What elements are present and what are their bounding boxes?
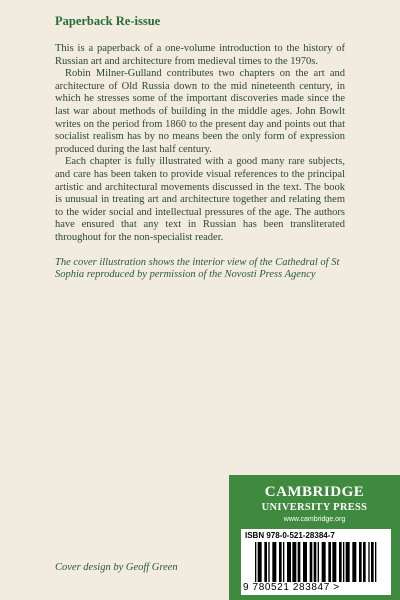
barcode-bar [298, 542, 301, 582]
barcode-bar [268, 542, 269, 582]
barcode-bar [328, 542, 331, 582]
back-cover-text [55, 14, 345, 282]
publisher-url: www.cambridge.org [283, 516, 346, 523]
barcode-bar [363, 542, 366, 582]
barcode-bar [375, 542, 376, 582]
paragraph-intro: This is a paperback of a one-volume introduction to the history of Russian art and architecture from medieval times to the 1970s. [55, 43, 345, 67]
cover-caption: The cover illustration shows the interior view of the Cathedral of St Sophia reproduced by permission of the Novosti Press Agency [55, 256, 340, 281]
barcode-bar [314, 542, 317, 582]
barcode-bar [283, 542, 284, 582]
publisher-subtitle: UNIVERSITY PRESS [261, 502, 368, 513]
barcode [251, 542, 383, 582]
barcode-bar [255, 542, 256, 582]
barcode-bar [292, 542, 296, 582]
barcode-bar [258, 542, 262, 582]
barcode-bar [303, 542, 307, 582]
barcode-bar [371, 542, 374, 582]
paragraph-illustrations: Each chapter is fully illustrated with a good many rare subjects, and care has been taken to provide visual references to the principal artistic and architectural movements discussed in the text. The book is unusual in treating art and architecture together and relating them to the wider social and intellectual pressures of the age. The authors have ensured that any text in Russian has been transliterated throughout for the non-specialist reader. [55, 156, 345, 243]
barcode-digits: 9 780521 283847 > [243, 582, 340, 593]
barcode-bar [343, 542, 344, 582]
barcode-bar [352, 542, 356, 582]
barcode-bar [318, 542, 319, 582]
publisher-box [229, 475, 400, 600]
barcode-bar [346, 542, 350, 582]
barcode-bar [339, 542, 342, 582]
barcode-bar [322, 542, 326, 582]
cover-design-credit: Cover design by Geoff Green [55, 562, 178, 573]
barcode-bar [359, 542, 362, 582]
isbn-label: ISBN 978-0-521-28384-7 [245, 531, 335, 540]
heading: Paperback Re-issue [55, 14, 161, 28]
barcode-bar [279, 542, 282, 582]
barcode-bar [272, 542, 276, 582]
barcode-bar [287, 542, 291, 582]
barcode-bar [264, 542, 267, 582]
barcode-bar [332, 542, 336, 582]
barcode-bar [368, 542, 369, 582]
paragraph-contributors: Robin Milner-Gulland contributes two chapters on the art and architecture of Old Russia down to the mid nineteenth century, in which he stresses some of the important discoveries made since the last war about methods of building in the middle ages. John Bowlt writes on the period from 1860 to the present day and points out that socialist realism has by no means been the only form of expression produced during the last half century. [55, 68, 345, 155]
barcode-bar [310, 542, 313, 582]
barcode-panel [241, 529, 391, 595]
publisher-name: CAMBRIDGE [264, 484, 365, 500]
